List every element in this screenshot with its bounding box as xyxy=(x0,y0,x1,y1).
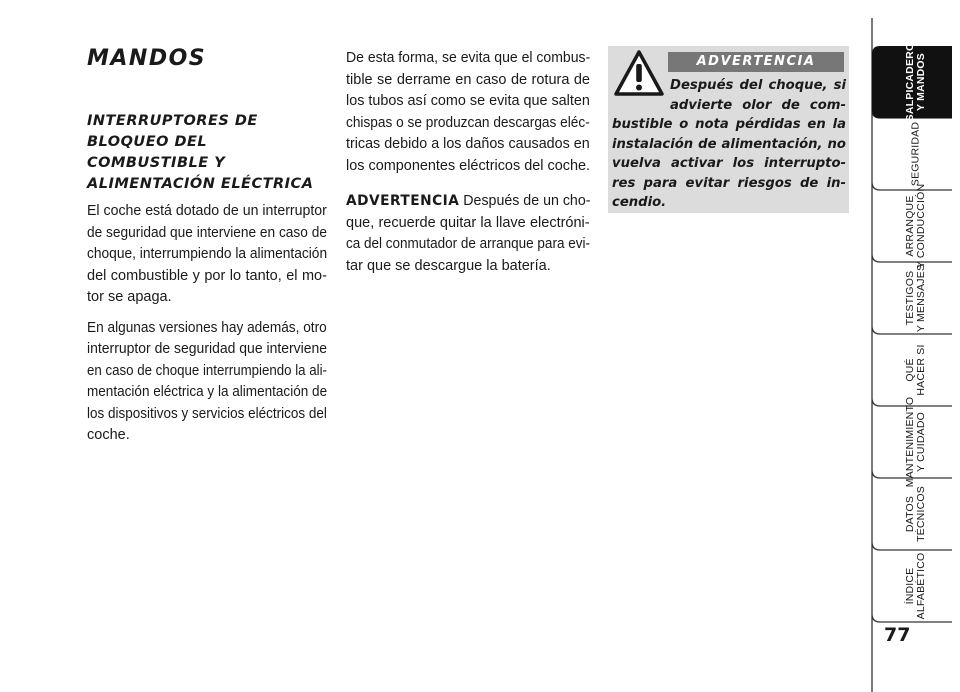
text-line: que, recuerde quitar la llave electróni- xyxy=(346,214,590,231)
side-tab-mantenimiento[interactable] xyxy=(872,396,960,488)
side-tab-arranque[interactable] xyxy=(872,183,960,269)
paragraph-warning-note xyxy=(346,191,590,277)
text-line: mentación eléctrica y la alimentación de xyxy=(87,384,328,400)
section-title-line: ALIMENTACIÓN ELÉCTRICA xyxy=(87,176,314,192)
text-line: De esta forma, se evita que el combus- xyxy=(346,50,591,66)
middle-column xyxy=(346,48,590,286)
paragraph-effect xyxy=(346,48,590,177)
text-line: del combustible y por lo tanto, el mo- xyxy=(87,267,327,284)
side-tab-label xyxy=(905,344,927,395)
warning-line: vuelva activar los interrupto- xyxy=(612,156,846,171)
side-tab-que-hacer[interactable] xyxy=(872,334,960,406)
tab-label-line: SEGURIDAD xyxy=(909,121,922,187)
tab-label-line: TÉCNICOS xyxy=(915,486,927,542)
text-line: chispas o se produzcan descargas eléc- xyxy=(346,114,590,131)
side-tab-testigos[interactable] xyxy=(872,262,960,334)
paragraph-versions xyxy=(87,318,327,447)
tab-label-line: ALFABÉTICO xyxy=(915,552,927,620)
side-tab-label xyxy=(911,122,922,186)
section-title-line: COMBUSTIBLE Y xyxy=(87,155,226,171)
warning-lead: ADVERTENCIA xyxy=(346,193,460,209)
tab-label-line: DATOS xyxy=(904,495,916,533)
side-tab-label xyxy=(905,486,927,542)
text-line: tor se apaga. xyxy=(87,289,172,305)
text-line: En algunas versiones hay además, otro xyxy=(87,319,327,336)
warning-line: cendio. xyxy=(612,195,667,210)
side-tab-label xyxy=(905,264,927,332)
text-line: de seguridad que interviene en caso de xyxy=(87,224,327,241)
text-line: tricas debido a los daños causados en xyxy=(346,136,590,152)
side-tab-label xyxy=(905,397,927,488)
text-line: tible se derrame en caso de rotura de xyxy=(346,71,590,88)
left-column xyxy=(87,46,327,456)
text-line: tar que se descargue la batería. xyxy=(346,257,551,274)
text-line xyxy=(346,191,591,213)
tab-label-line: TESTIGOS xyxy=(904,270,916,326)
side-tab-label xyxy=(905,43,927,122)
text-line: coche. xyxy=(87,427,130,443)
page-title: MANDOS xyxy=(87,46,207,71)
text-line: los dispositivos y servicios eléctricos del xyxy=(87,405,327,422)
side-tab-label xyxy=(905,553,927,620)
text-line: en caso de choque interrumpiendo la ali- xyxy=(87,362,327,379)
paragraph-intro xyxy=(87,201,327,309)
warning-line: Después del choque, si xyxy=(670,78,846,93)
text-line: interruptor de seguridad que interviene xyxy=(87,341,328,357)
side-tab-seguridad[interactable] xyxy=(872,118,960,190)
side-tab-indice[interactable] xyxy=(872,550,960,622)
text-line: ca del conmutador de arranque para evi- xyxy=(346,236,590,252)
section-title-line: INTERRUPTORES DE xyxy=(87,113,258,129)
warning-line: instalación de alimentación, no xyxy=(612,136,846,152)
warning-line: bustible o nota pérdidas en la xyxy=(612,117,846,132)
tab-label-line: ARRANQUE xyxy=(904,195,916,257)
warning-line: advierte olor de com- xyxy=(670,97,846,113)
warning-line: res para evitar riesgos de in- xyxy=(612,175,846,191)
section-title xyxy=(87,111,327,195)
tab-label-line: MANTENIMIENTO xyxy=(904,396,916,488)
text-fragment: Después de un cho- xyxy=(463,193,591,209)
text-line: El coche está dotado de un interruptor xyxy=(87,203,327,219)
tab-label-line: Y CUIDADO xyxy=(915,412,927,472)
tab-label-line: Y CONDUCCIÓN xyxy=(915,183,927,269)
side-tab-salpicadero[interactable] xyxy=(872,42,960,122)
warning-header: ADVERTENCIA xyxy=(668,52,844,72)
tab-label-line: ÍNDICE xyxy=(904,567,916,605)
tab-label-line: Y MANDOS xyxy=(915,53,927,111)
side-tab-datos[interactable] xyxy=(872,478,960,550)
warning-box xyxy=(608,46,849,213)
warning-text xyxy=(612,76,846,213)
page-number: 77 xyxy=(884,624,911,646)
text-line: los componentes eléctricos del coche. xyxy=(346,157,591,174)
tab-label-line: Y MENSAJES xyxy=(915,263,927,333)
tab-label-line: QUÉ xyxy=(904,358,916,382)
text-line: choque, interrumpiendo la alimentación xyxy=(87,246,328,262)
text-line: los tubos así como se evita que salten xyxy=(346,93,590,109)
side-tab-label xyxy=(905,184,927,268)
section-title-line: BLOQUEO DEL xyxy=(87,134,208,150)
tab-label-line: SALPICADERO xyxy=(904,42,916,122)
tab-label-line: HACER SI xyxy=(915,344,927,396)
